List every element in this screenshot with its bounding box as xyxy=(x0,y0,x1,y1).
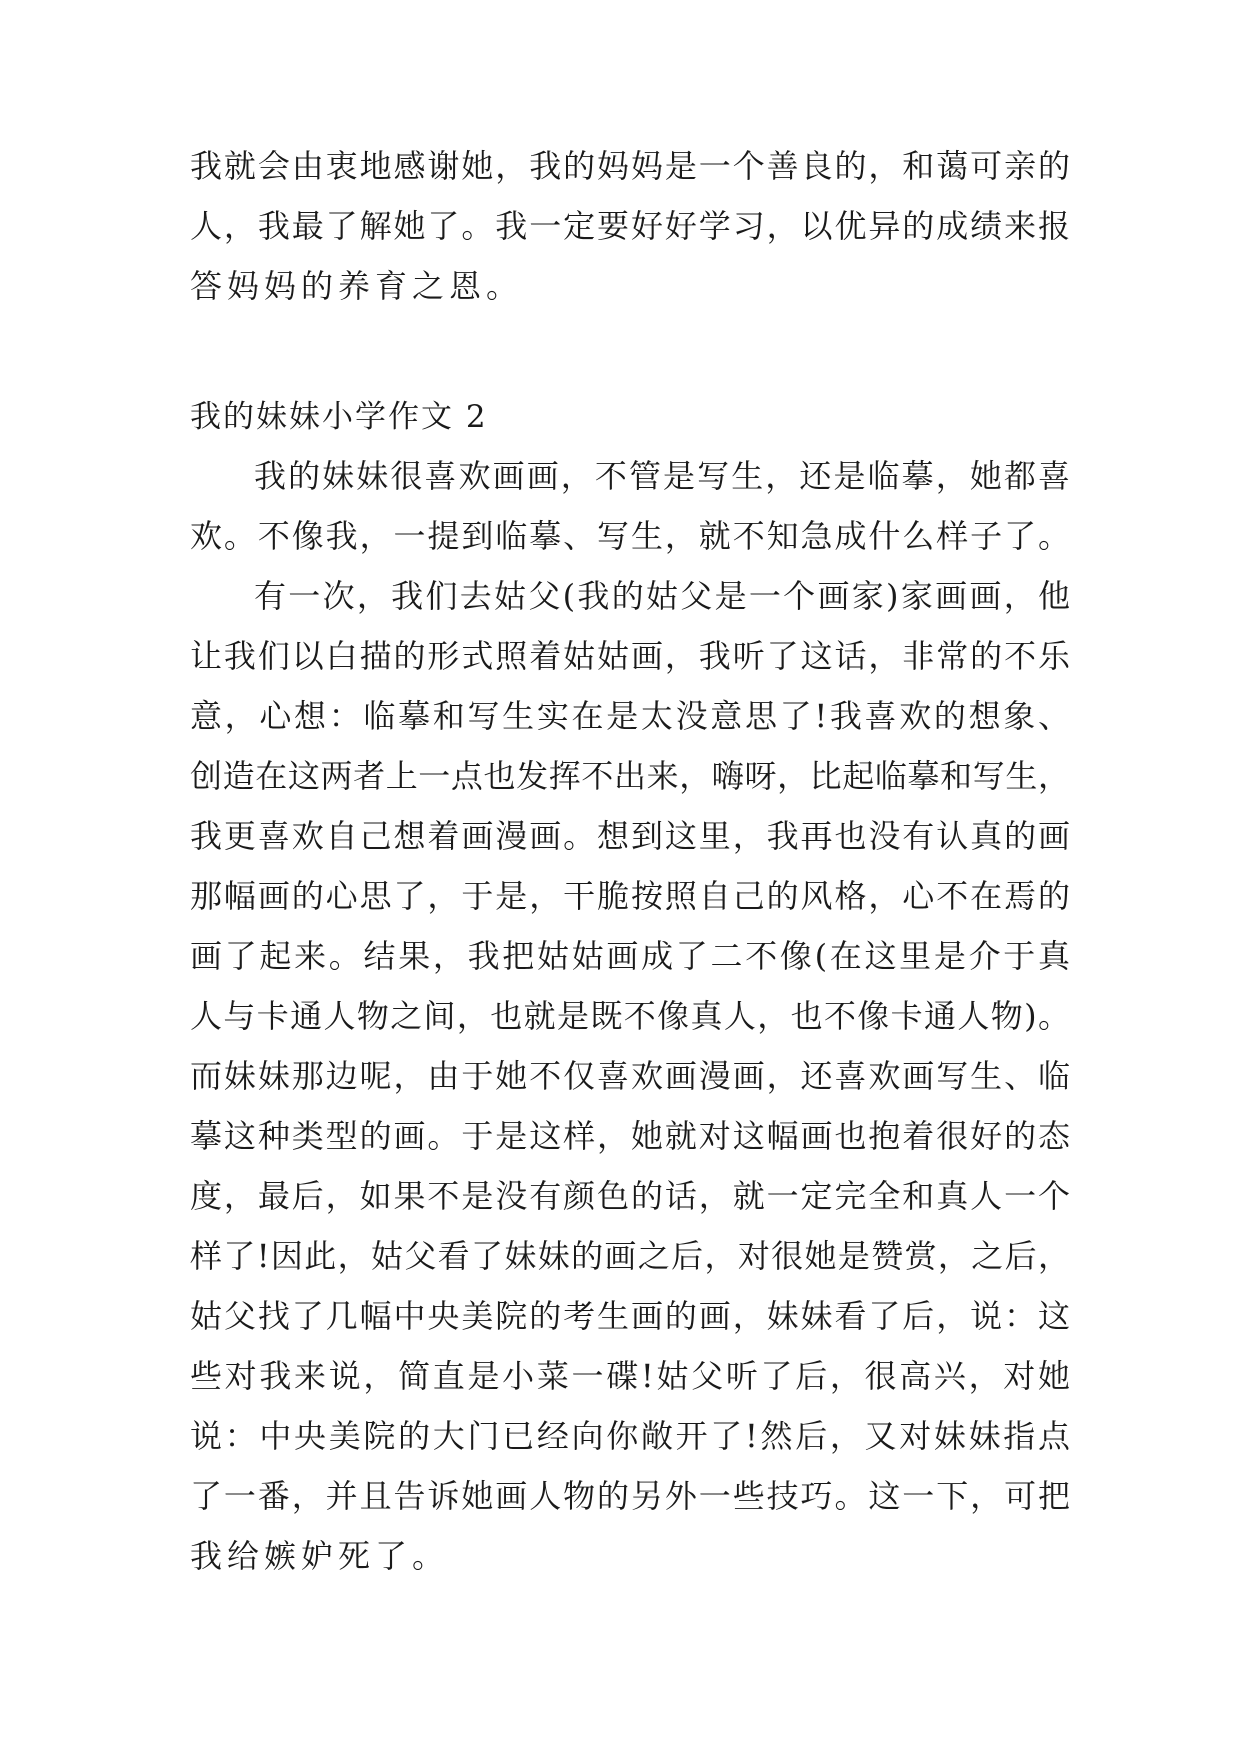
paragraph-line: 让我们以白描的形式照着姑姑画，我听了这话，非常的不乐 xyxy=(190,637,1070,675)
paragraph-line: 人与卡通人物之间，也就是既不像真人，也不像卡通人物)。 xyxy=(190,997,1070,1035)
paragraph-line: 意，心想：临摹和写生实在是太没意思了!我喜欢的想象、 xyxy=(190,697,1070,735)
paragraph-line: 摹这种类型的画。于是这样，她就对这幅画也抱着很好的态 xyxy=(190,1117,1070,1155)
paragraph-2 xyxy=(190,446,1070,566)
section-title: 我的妹妹小学作文 2 xyxy=(190,399,488,435)
paragraph-line: 度，最后，如果不是没有颜色的话，就一定完全和真人一个 xyxy=(190,1177,1070,1215)
paragraph-line: 答妈妈的养育之恩。 xyxy=(190,267,524,305)
paragraph-1 xyxy=(190,136,1070,316)
paragraph-line: 而妹妹那边呢，由于她不仅喜欢画漫画，还喜欢画写生、临 xyxy=(190,1057,1070,1095)
paragraph-line: 了一番，并且告诉她画人物的另外一些技巧。这一下，可把 xyxy=(190,1477,1070,1515)
paragraph-line: 画了起来。结果，我把姑姑画成了二不像(在这里是介于真 xyxy=(190,937,1070,975)
paragraph-line: 我更喜欢自己想着画漫画。想到这里，我再也没有认真的画 xyxy=(190,817,1070,855)
paragraph-3 xyxy=(190,566,1070,1586)
paragraph-line: 人，我最了解她了。我一定要好好学习，以优异的成绩来报 xyxy=(190,207,1070,245)
paragraph-line: 欢。不像我，一提到临摹、写生，就不知急成什么样子了。 xyxy=(190,517,1070,555)
paragraph-line: 那幅画的心思了，于是，干脆按照自己的风格，心不在焉的 xyxy=(190,877,1070,915)
paragraph-line: 我给嫉妒死了。 xyxy=(190,1537,450,1575)
paragraph-line: 创造在这两者上一点也发挥不出来，嗨呀，比起临摹和写生， xyxy=(190,757,1070,795)
paragraph-line: 些对我来说，简直是小菜一碟!姑父听了后，很高兴，对她 xyxy=(190,1357,1070,1395)
paragraph-line: 姑父找了几幅中央美院的考生画的画，妹妹看了后，说：这 xyxy=(190,1297,1070,1335)
section-heading-block xyxy=(190,387,1070,447)
paragraph-line: 我就会由衷地感谢她，我的妈妈是一个善良的，和蔼可亲的 xyxy=(190,147,1070,185)
paragraph-line: 说：中央美院的大门已经向你敞开了!然后，又对妹妹指点 xyxy=(190,1417,1070,1455)
paragraph-line: 样了!因此，姑父看了妹妹的画之后，对很她是赞赏，之后， xyxy=(190,1237,1070,1275)
paragraph-line: 有一次，我们去姑父(我的姑父是一个画家)家画画，他 xyxy=(254,577,1070,615)
paragraph-line: 我的妹妹很喜欢画画，不管是写生，还是临摹，她都喜 xyxy=(254,457,1070,495)
